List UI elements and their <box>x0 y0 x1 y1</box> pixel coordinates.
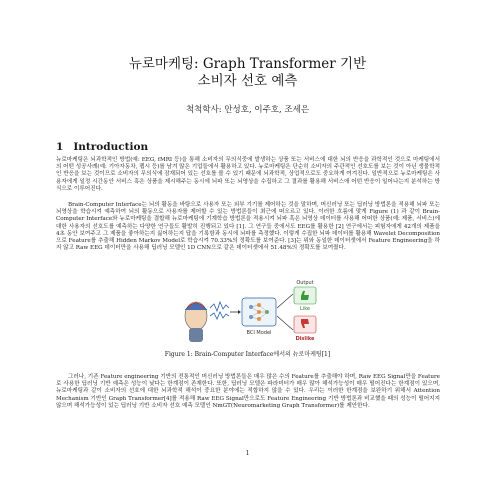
section-heading <box>56 141 148 153</box>
figure-caption: Figure 1: Brain-Computer Interface에서의 뉴로마케팅[1] <box>164 351 331 358</box>
dislike-label: Dislike <box>295 336 315 342</box>
subject-head-icon <box>185 302 207 342</box>
like-icon <box>294 287 316 304</box>
intro-paragraph-2: Brain-Computer Interface는 뇌의 활동을 바탕으로 사용자 또는 외부 기기를 제어하는 것을 말하며, 머신러닝 또는 딥러닝 방법론을 적용해 뇌파 또는 뇌영상을 학습시켜 예측하여 뇌의 활동으로 사용자를 제어할 수 있는 방법론들이 최근에 떠오르고 있다. 이러한 흐름에 맞게 Figure (1) 과 같이 Brain-Computer Interface와 뉴로마케팅을 결합해 뉴로마케팅에 기계학습 방법론을 적용시켜 뇌파 혹은 뇌영상 데이터를 사용해 어떠한 상품(예: 제품, 서비스)에 대한 사용자의 선호도를 예측하는 다양한 연구들도 활발히 진행되고 있다 [1]. 그 연구들 중에서도 EEG를 활용한 [2] 연구에서는 피험자에게 42개의 제품을 4초 동안 보여주고 그 제품을 좋아하는지 싫어하는지 답을 기록함과 동시에 뇌파를 측정했다. 이렇게 수집한 뇌파 데이터를 활용해 Wavelet Decomposition으로 Feature를 추출해 Hidden Markov Model로 학습시켜 70.33%의 정확도를 보여준다. [3]는 위와 동일한 데이터셋에서 Feature Engineering을 하지 않고 Raw EEG 데이터만을 사용해 딥러닝 모델인 1D CNN으로 같은 데이터셋에서 51.48%의 정확도를 보여줬다. <box>56 202 440 252</box>
paper-title-line1: 뉴로마케팅: Graph Transformer 기반 <box>128 56 367 72</box>
page-number: 1 <box>245 450 250 457</box>
section-title: Introduction <box>73 141 149 153</box>
bci-model-icon <box>242 298 276 326</box>
eeg-signal-icon <box>210 302 229 319</box>
section-number: 1 <box>56 141 64 153</box>
figure-bci-neuromarketing <box>180 278 330 344</box>
intro-paragraph-1: 뉴로마케팅은 뇌과학적인 방법(예: EEG, fMRI 등)을 통해 소비자의 무의식중에 발생하는 상품 또는 서비스에 대한 뇌의 반응을 과학적인 것으로 마케팅에서의 어떤 성공사례(예: 기아자동차, 펩시 등)를 남겨 많은 기업들에서 활용하고 있다. 뉴로마케팅은 단순히 소비자의 주관적인 선호도를 보는 것이 아닌 생물학적인 반응을 보는 것이므로 소비자의 무의식에 잠재되어 있는 선호를 볼 수 있기 때문에 뇌과학적, 상업적으로도 중요하게 여겨진다. 일반적으로 뉴로마케팅은 사용자에게 일정 시간동안 서비스 혹은 상품을 제시해주는 동시에 뇌파 또는 뇌영상을 수집하고 그 결과를 활용해 서비스에 어떤 반응이 일어나는지 분석하는 방식으로 이루어진다. <box>56 157 441 192</box>
figure-illustration <box>180 278 330 344</box>
output-label: Output <box>296 280 314 286</box>
bci-model-label: BCI Model <box>246 330 272 336</box>
dislike-icon <box>294 316 316 333</box>
author-list: 척척학사: 안성호, 이주호, 조세은 <box>185 105 310 115</box>
like-label: Like <box>300 306 310 312</box>
paper-title-line2: 소비자 선호 예측 <box>197 73 298 89</box>
intro-paragraph-3: 그러나, 기존 Feature engineering 기반의 전통적인 머신러닝 방법론들은 매우 많은 수의 Feature를 추출해야 하며, Raw EEG Signal만을 Feature로 사용한 딥러닝 기반 예측은 성능이 낮다는 한계점이 존재한다. 또한, 딥러닝 모델은 파라미터가 매우 많아 해석가능성이 매우 떨어진다는 한계점이 있으며, 뉴로마케팅과 같이 소비자의 선호에 대한 뇌과학적 해석이 중요한 분야에는 적합하지 않을 수 있다. 우리는 이러한 한계점을 보완하기 위해서 Attention Mechanism 기반인 Graph Transformer[4]를 적용해 Raw EEG Signal만으로도 Feature Engineering 기반 방법론과 비교했을 때의 성능이 떨어지지 않으며 해석가능성이 있는 딥러닝 기반 소비자 선호 예측 모델인 NmGT(Neuromarketing Graph Transformer)를 제안한다. <box>56 374 440 409</box>
